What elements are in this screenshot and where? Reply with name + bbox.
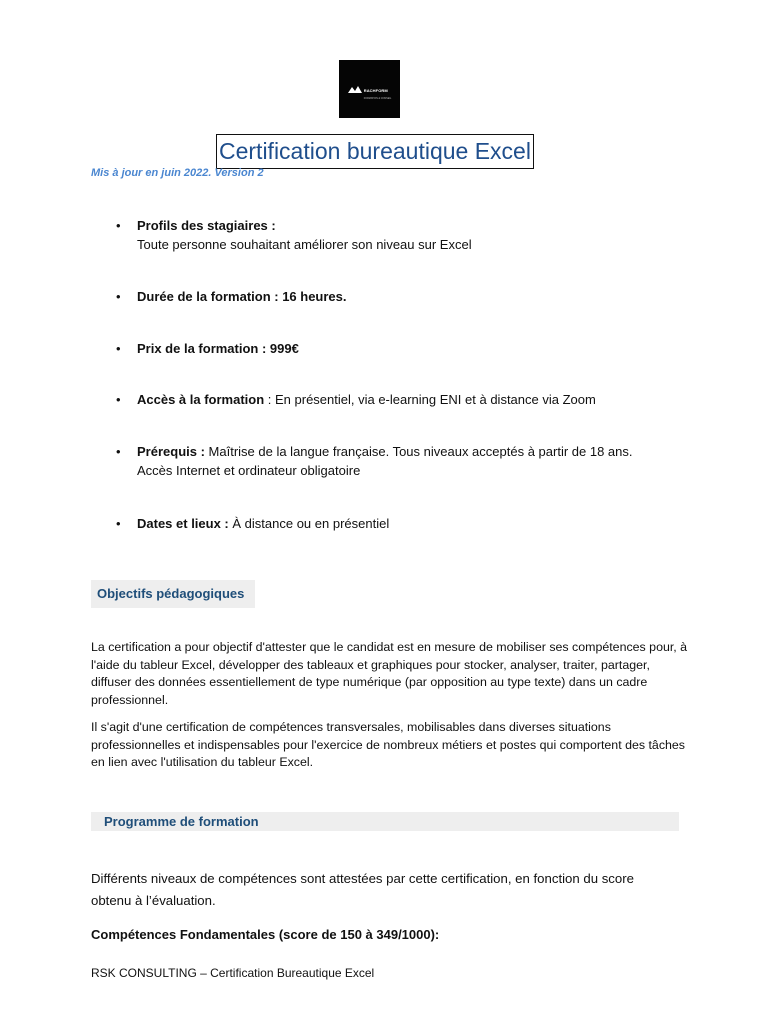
program-paragraph: Différents niveaux de compétences sont attestées par cette certification, en fonction du score obtenu à l’évaluation. — [91, 871, 634, 908]
logo-wordmark: RACHFORM FORMATION & CONSEIL — [363, 87, 392, 100]
bullet-dot-icon: • — [116, 341, 121, 356]
bullet-label: Durée de la formation : 16 heures. — [137, 289, 347, 304]
document-title: Certification bureautique Excel — [216, 134, 534, 169]
bullet-label: Dates et lieux : — [137, 516, 229, 531]
bullet-label: Prérequis : — [137, 444, 205, 459]
objectives-heading: Objectifs pédagogiques — [91, 580, 255, 608]
update-note: Mis à jour en juin 2022. Version 2 — [91, 167, 264, 179]
bullet-text-line2: Accès Internet et ordinateur obligatoire — [137, 463, 361, 478]
objectives-paragraph-2: Il s'agit d'une certification de compétences transversales, mobilisables dans diverses situations professionnelles et indispensables pour l'exercice de nombreux métiers et postes qui comportent des tâches en lien avec l'utilisation du tableur Excel. — [91, 720, 686, 769]
company-logo — [339, 60, 400, 118]
bullet-label: Profils des stagiaires : — [137, 218, 276, 233]
bullet-text: : En présentiel, via e-learning ENI et à distance via Zoom — [264, 392, 596, 407]
page-footer: RSK CONSULTING – Certification Bureautique Excel — [91, 966, 375, 980]
competence-level-heading: Compétences Fondamentales (score de 150 à 349/1000): — [91, 927, 440, 942]
bullet-dot-icon: • — [116, 392, 121, 407]
bullet-text: À distance ou en présentiel — [228, 516, 390, 531]
bullet-dot-icon: • — [116, 444, 121, 459]
objectives-paragraph-1: La certification a pour objectif d'attester que le candidat est en mesure de mobiliser ses compétences pour, à l'aide du tableur Excel, développer des tableaux et graphiques pour stocker, analyser, traiter, partager, diffuser des données essentiellement de type numérique (par opposition au type texte) dans un cadre professionnel. — [91, 640, 688, 707]
bullet-label: Accès à la formation — [137, 392, 265, 407]
program-heading: Programme de formation — [91, 812, 679, 831]
bullet-label: Prix de la formation : 999€ — [137, 341, 299, 356]
mountain-logo-icon — [348, 85, 362, 93]
bullet-dot-icon: • — [116, 516, 121, 531]
bullet-text: Toute personne souhaitant améliorer son niveau sur Excel — [137, 237, 472, 252]
bullet-text: Maîtrise de la langue française. Tous niveaux acceptés à partir de 18 ans. — [204, 444, 633, 459]
bullet-dot-icon: • — [116, 289, 121, 304]
bullet-dot-icon: • — [116, 218, 121, 233]
